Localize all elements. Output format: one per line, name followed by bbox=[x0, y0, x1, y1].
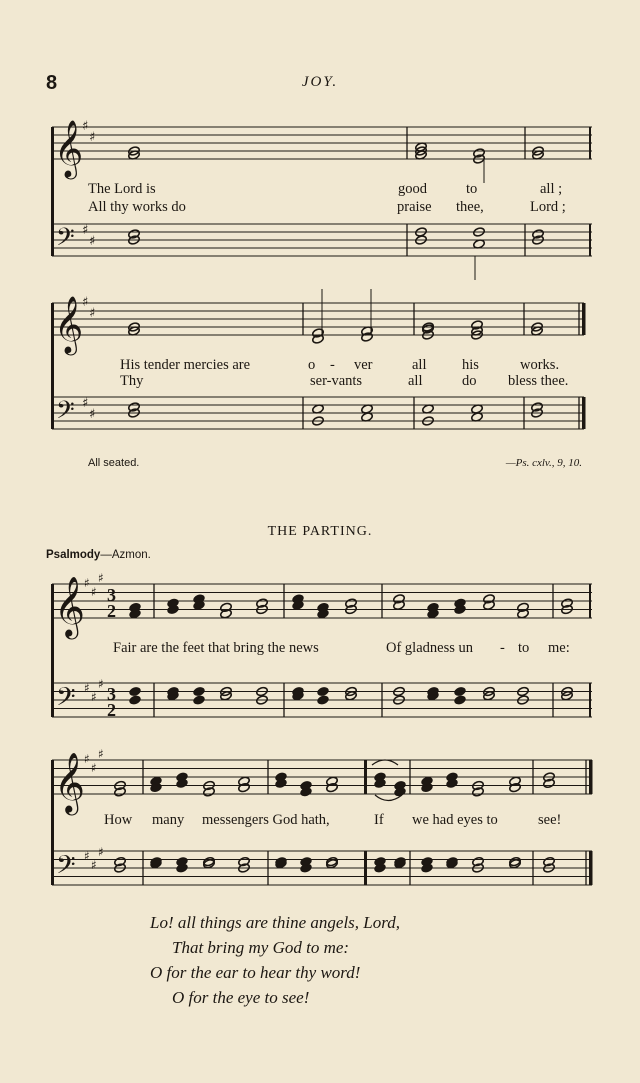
sharp-sign: ♯ bbox=[84, 752, 90, 766]
double-barline bbox=[364, 760, 367, 794]
treble-clef: 𝄞 bbox=[54, 752, 86, 813]
sharp-sign: ♯ bbox=[98, 845, 104, 859]
verse-line: O for the eye to see! bbox=[172, 988, 310, 1007]
bass-clef: 𝄢 bbox=[56, 222, 75, 257]
lyric-s1-l1-b: good bbox=[398, 181, 427, 197]
lyric-s2-l1-d: ver bbox=[354, 357, 373, 373]
lyric-h2-s2-c: messengers God hath, bbox=[202, 812, 330, 828]
sharp-sign: ♯ bbox=[82, 119, 89, 134]
tune-attribution bbox=[46, 549, 151, 561]
notehead bbox=[129, 695, 142, 705]
lyric-s1-l1-d: all ; bbox=[540, 181, 563, 197]
sharp-sign: ♯ bbox=[98, 747, 104, 761]
sharp-sign: ♯ bbox=[82, 223, 89, 238]
notehead bbox=[454, 695, 467, 705]
lyric-h2-s2-a: How bbox=[104, 812, 133, 828]
sharp-sign: ♯ bbox=[89, 407, 96, 422]
lyric-h2-s1-a: Fair are the feet that bring the news bbox=[113, 640, 319, 656]
sharp-sign: ♯ bbox=[89, 234, 96, 249]
notehead bbox=[129, 686, 142, 696]
time-signature: 2 bbox=[107, 601, 116, 621]
sharp-sign: ♯ bbox=[89, 130, 96, 145]
verse-line: O for the ear to hear thy word! bbox=[150, 963, 361, 982]
scripture-reference: —Ps. cxlv., 9, 10. bbox=[505, 457, 582, 469]
lyric-h2-s2-d: If bbox=[374, 812, 384, 828]
sharp-sign: ♯ bbox=[82, 295, 89, 310]
running-head: JOY. bbox=[301, 74, 339, 90]
time-signature: 3 bbox=[107, 585, 116, 605]
lyric-s2-l1-b: o bbox=[308, 357, 316, 373]
performance-direction: All seated. bbox=[88, 457, 140, 469]
notehead bbox=[193, 686, 206, 696]
lyric-s2-l2-e: bless thee. bbox=[508, 373, 569, 389]
double-barline bbox=[364, 851, 367, 885]
lyric-s1-l2-a: All thy works do bbox=[88, 199, 186, 215]
tune-label: Psalmody bbox=[46, 549, 101, 561]
notehead bbox=[454, 686, 467, 696]
sharp-sign: ♯ bbox=[98, 677, 104, 691]
notehead bbox=[317, 695, 330, 705]
final-barline bbox=[589, 760, 593, 794]
bass-clef: 𝄢 bbox=[56, 683, 76, 719]
bass-clef: 𝄢 bbox=[56, 395, 75, 430]
lyric-h2-s2-b: many bbox=[152, 812, 185, 828]
notehead bbox=[317, 686, 330, 696]
page-number: 8 bbox=[46, 72, 58, 94]
lyric-s1-l1-c: to bbox=[466, 181, 478, 197]
treble-clef: 𝄞 bbox=[54, 119, 84, 177]
tune-name: —Azmon. bbox=[100, 549, 151, 561]
sharp-sign: ♯ bbox=[91, 761, 97, 775]
lyric-h2-s2-f: see! bbox=[538, 812, 562, 828]
treble-clef: 𝄞 bbox=[54, 576, 86, 637]
lyric-h2-s1-b: Of gladness un bbox=[386, 640, 473, 656]
lyric-s2-l1-g: works. bbox=[520, 357, 560, 373]
lyric-s1-l2-b: praise bbox=[397, 199, 432, 215]
verse-stanza bbox=[150, 910, 400, 1010]
slur bbox=[372, 760, 398, 765]
sharp-sign: ♯ bbox=[84, 576, 90, 590]
time-signature: 3 bbox=[107, 684, 116, 704]
notehead bbox=[193, 695, 206, 705]
lyric-s2-l2-b: ser-vants bbox=[310, 373, 363, 389]
lyric-s2-l1-f: his bbox=[462, 357, 479, 373]
lyric-h2-s1-e: me: bbox=[548, 640, 570, 656]
lyric-s2-l2-d: do bbox=[462, 373, 477, 389]
sharp-sign: ♯ bbox=[89, 306, 96, 321]
lyric-s1-l2-c: thee, bbox=[456, 199, 484, 215]
lyric-s2-l2-c: all bbox=[408, 373, 423, 389]
treble-clef: 𝄞 bbox=[54, 295, 84, 353]
lyric-s2-l2-a: Thy bbox=[120, 373, 144, 389]
sharp-sign: ♯ bbox=[91, 690, 97, 704]
sharp-sign: ♯ bbox=[98, 571, 104, 585]
lyric-h2-s1-d: to bbox=[518, 640, 530, 656]
verse-line: That bring my God to me: bbox=[172, 938, 350, 957]
sharp-sign: ♯ bbox=[91, 858, 97, 872]
lyric-s1-l1-a: The Lord is bbox=[88, 181, 156, 197]
verse-line: Lo! all things are thine angels, Lord, bbox=[150, 913, 400, 932]
time-signature: 2 bbox=[107, 700, 116, 720]
lyric-s2-l1-e: all bbox=[412, 357, 427, 373]
final-barline bbox=[582, 397, 586, 429]
sharp-sign: ♯ bbox=[82, 396, 89, 411]
lyric-s2-l1-c: - bbox=[330, 357, 335, 373]
sharp-sign: ♯ bbox=[91, 585, 97, 599]
lyric-h2-s2-e: we had eyes to bbox=[412, 812, 498, 828]
lyric-s2-l1-a: His tender mercies are bbox=[120, 357, 251, 373]
bass-clef: 𝄢 bbox=[56, 851, 76, 887]
hymn-title: THE PARTING. bbox=[267, 524, 373, 539]
sharp-sign: ♯ bbox=[84, 681, 90, 695]
final-barline bbox=[589, 851, 593, 885]
sharp-sign: ♯ bbox=[84, 849, 90, 863]
lyric-s1-l2-d: Lord ; bbox=[530, 199, 566, 215]
lyric-h2-s1-c: - bbox=[500, 640, 505, 656]
final-barline bbox=[582, 303, 586, 335]
